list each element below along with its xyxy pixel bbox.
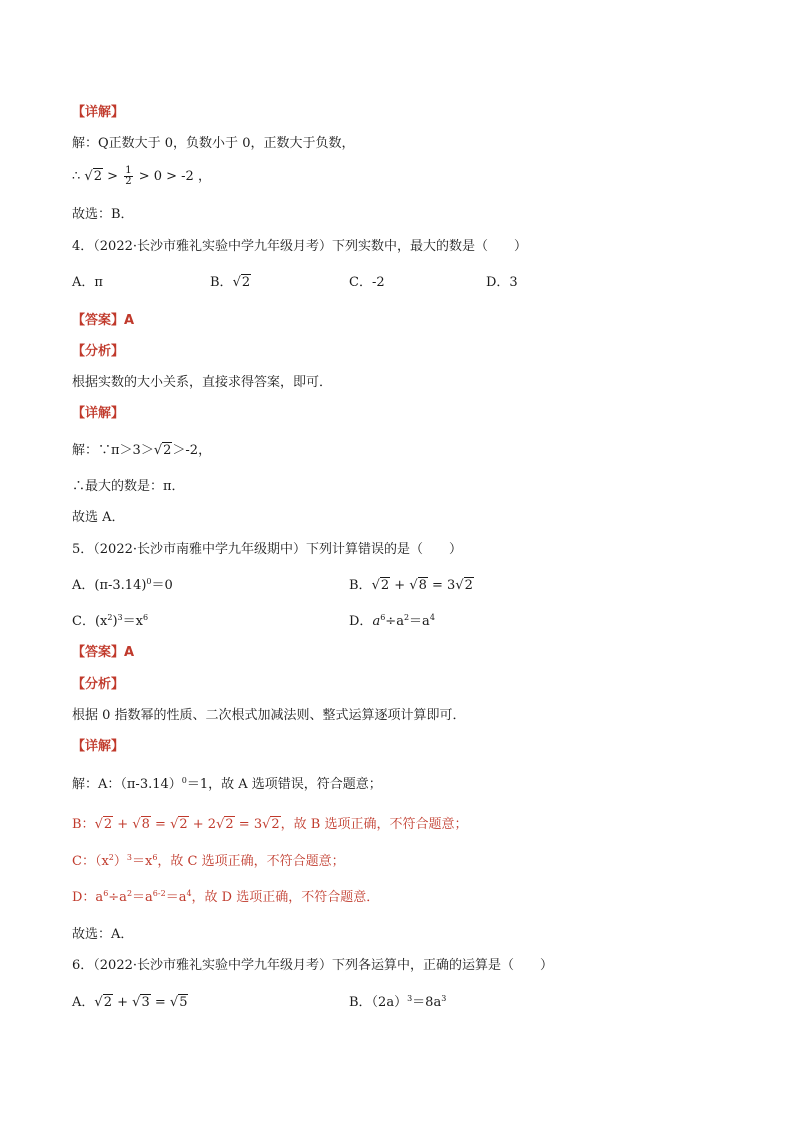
greater-sign: > xyxy=(107,169,119,184)
option-a: A．√2 + √3 = √5 xyxy=(72,995,188,1010)
option-a: A．π xyxy=(72,275,103,290)
answer-line: 【答案】A xyxy=(72,645,135,660)
option-d: D．3 xyxy=(486,275,518,290)
solution-line: 解：∵π＞3＞√2＞-2， xyxy=(72,443,212,458)
detail-heading: 【详解】 xyxy=(72,406,125,421)
inequality-rest: > 0 > -2 ， xyxy=(138,169,211,184)
solution-line-b: B：√2 + √8 = √2 + 2√2 = 3√2，故 B 选项正确，不符合题意； xyxy=(72,817,468,832)
option-d: D．$a^6\div a^2=a^4$ xyxy=(349,613,435,629)
question-stem: 6．（2022·长沙市雅礼实验中学九年级月考）下列各运算中，正确的运算是（ ） xyxy=(72,958,553,973)
answer-line: 【答案】A xyxy=(72,313,135,328)
choose-line: 故选：A． xyxy=(72,927,134,942)
choose-line: 故选：B． xyxy=(72,207,134,222)
solution-line-c: C：$(x^2)^3=x^6$，故 C 选项正确，不符合题意； xyxy=(72,853,345,869)
fraction: $\frac{1}{2}$ xyxy=(125,165,132,187)
solution-line-d: D：$a^6\div a^2=a^{6-2}=a^4$，故 D 选项正确，不符合题意． xyxy=(72,889,380,905)
detail-heading: 【详解】 xyxy=(72,105,125,120)
option-a: A．$(\pi-3.14)^0=0$ xyxy=(72,577,173,593)
option-c: C．$(x^2)^3=x^6$ xyxy=(72,613,149,629)
sqrt-expression: √2 xyxy=(84,169,102,184)
option-c: C．-2 xyxy=(349,275,385,290)
solution-inequality xyxy=(72,166,211,187)
detail-heading: 【详解】 xyxy=(72,739,125,754)
conclusion-line: ∴最大的数是：π． xyxy=(72,479,185,494)
option-b: B．√2 + √8 = 3√2 xyxy=(349,578,473,593)
option-b: B．√2 xyxy=(210,275,251,290)
analysis-text: 根据实数的大小关系，直接求得答案，即可． xyxy=(72,375,333,390)
question-stem: 5．（2022·长沙市南雅中学九年级期中）下列计算错误的是（ ） xyxy=(72,542,462,557)
question-stem: 4．（2022·长沙市雅礼实验中学九年级月考）下列实数中，最大的数是（ ） xyxy=(72,239,527,254)
option-b: B．$(2a)^3=8a^3$ xyxy=(349,994,447,1010)
solution-line-a: 解：A：$(\pi-3.14)^0=1$，故 A 选项错误，符合题意； xyxy=(72,776,382,792)
analysis-text: 根据 0 指数幂的性质、二次根式加减法则、整式运算逐项计算即可． xyxy=(72,708,466,723)
therefore-symbol: ∴ xyxy=(72,169,81,184)
choose-line: 故选 A． xyxy=(72,510,125,525)
solution-line: 解：Q正数大于 0，负数小于 0，正数大于负数， xyxy=(72,136,355,151)
analysis-heading: 【分析】 xyxy=(72,677,125,692)
analysis-heading: 【分析】 xyxy=(72,344,125,359)
